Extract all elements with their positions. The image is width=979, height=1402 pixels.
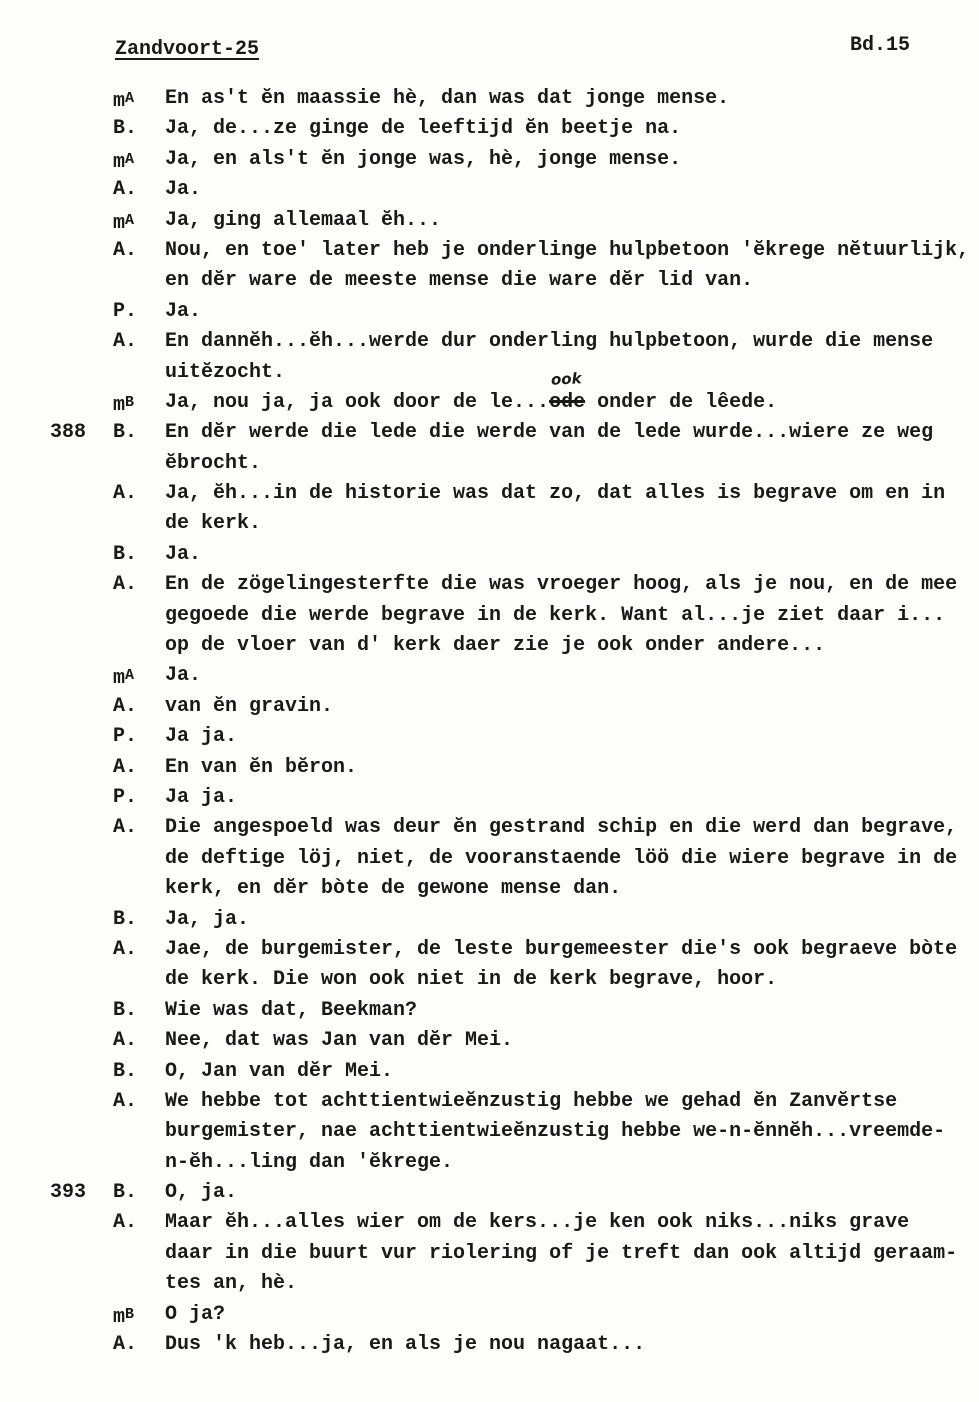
- transcript-line: [0, 753, 979, 783]
- speaker-label: [113, 1148, 165, 1178]
- speaker-label: A.: [113, 1333, 138, 1357]
- utterance-text: En dannĕh...ĕh...werde dur onderling hulpbetoon, wurde die mense: [165, 330, 934, 354]
- transcript-line: [0, 874, 979, 904]
- transcript-line: [0, 1117, 979, 1147]
- transcript-line: [0, 1148, 979, 1178]
- margin-line-number: [0, 753, 113, 783]
- margin-line-number: [0, 266, 113, 296]
- transcript-line: [0, 175, 979, 205]
- transcript-line: [0, 266, 979, 296]
- margin-line-number: [0, 1087, 113, 1117]
- utterance-text: Ja ja.: [165, 725, 238, 749]
- margin-line-number: [0, 965, 113, 995]
- transcript-line: [0, 601, 979, 631]
- transcript-line: [0, 145, 979, 175]
- speaker-label: [113, 601, 165, 631]
- speaker-label: $m^A$: [113, 667, 135, 691]
- margin-line-number: [0, 449, 113, 479]
- speaker-label: B.: [113, 421, 138, 445]
- margin-line-number: [0, 145, 113, 178]
- margin-line-number: [0, 631, 113, 661]
- transcript-line: [0, 327, 979, 357]
- margin-line-number: [0, 358, 113, 388]
- speaker-label: [113, 509, 165, 539]
- utterance-text: Ja, de...ze ginge de leeftijd ĕn beetje na.: [165, 117, 682, 141]
- margin-line-number: [0, 996, 113, 1026]
- transcript-line: [0, 358, 979, 388]
- speaker-label: A.: [113, 238, 138, 262]
- utterance-text: O ja?: [165, 1302, 226, 1326]
- speaker-label: A.: [113, 1089, 138, 1113]
- speaker-label: A.: [113, 755, 138, 779]
- margin-line-number: [0, 905, 113, 935]
- utterance-text: O, Jan van dĕr Mei.: [165, 1059, 394, 1083]
- corrected-word: [549, 369, 586, 418]
- speaker-label: P.: [113, 785, 138, 809]
- margin-line-number: [0, 1239, 113, 1269]
- margin-line-number: [0, 479, 113, 509]
- margin-line-number: [0, 783, 113, 813]
- transcript-line: [0, 1239, 979, 1269]
- utterance-text: Ja.: [165, 664, 202, 688]
- transcript-line: [0, 1178, 979, 1208]
- transcript-line: [0, 84, 979, 114]
- transcript-line: [0, 570, 979, 600]
- speaker-label: B.: [113, 542, 138, 566]
- margin-line-number: [0, 692, 113, 722]
- margin-line-number: [0, 388, 113, 421]
- transcript-line: [0, 1330, 979, 1360]
- transcript-line: [0, 540, 979, 570]
- speaker-label: B.: [113, 117, 138, 141]
- margin-line-number: [0, 114, 113, 144]
- transcript-line: [0, 1057, 979, 1087]
- speaker-label: [113, 266, 165, 296]
- margin-line-number: [0, 1208, 113, 1238]
- speaker-label: P.: [113, 299, 138, 323]
- utterance-text: Nou, en toe' later heb je onderlinge hulpbetoon 'ĕkrege nĕtuurlijk,: [165, 238, 970, 262]
- transcript-line: [0, 905, 979, 935]
- speaker-label: A.: [113, 1029, 138, 1053]
- transcript-line: [0, 631, 979, 661]
- margin-line-number: [0, 935, 113, 965]
- utterance-text: Ja.: [165, 542, 202, 566]
- speaker-label: [113, 631, 165, 661]
- transcript-line: [0, 965, 979, 995]
- speaker-label: [113, 874, 165, 904]
- transcript-line: [0, 935, 979, 965]
- utterance-text: En de zögelingesterfte die was vroeger hoog, als je nou, en de mee: [165, 573, 958, 597]
- utterance-text: Wie was dat, Beekman?: [165, 998, 418, 1022]
- margin-line-number: [0, 1148, 113, 1178]
- speaker-label: A.: [113, 937, 138, 961]
- utterance-text: Ja, en als't ĕn jonge was, hè, jonge mense.: [165, 147, 682, 171]
- margin-line-number: [0, 722, 113, 752]
- utterance-text: Ja, ĕh...in de historie was dat zo, dat alles is begrave om en in: [165, 482, 946, 506]
- utterance-text: Ja.: [165, 299, 202, 323]
- transcript-line: [0, 1269, 979, 1299]
- handwritten-insertion: ook: [550, 369, 583, 389]
- transcript-line: [0, 449, 979, 479]
- margin-line-number: [0, 175, 113, 205]
- margin-line-number: [0, 1117, 113, 1147]
- transcript-line: [0, 996, 979, 1026]
- utterance-text: daar in die buurt vur riolering of je treft dan ook altijd geraam-: [165, 1241, 958, 1265]
- utterance-text: O, ja.: [165, 1181, 238, 1205]
- transcript-line: [0, 479, 979, 509]
- transcript-line: [0, 1026, 979, 1056]
- utterance-text: Ja ja.: [165, 785, 238, 809]
- transcript-line: [0, 844, 979, 874]
- speaker-label: [113, 1269, 165, 1299]
- speaker-label: A.: [113, 178, 138, 202]
- utterance-text: n-ĕh...ling dan 'ĕkrege.: [165, 1150, 454, 1174]
- utterance-text: kerk, en dĕr bòte de gewone mense dan.: [165, 877, 622, 901]
- volume-label: Bd.15: [850, 34, 911, 57]
- utterance-text: op de vloer van d' kerk daer zie je ook onder andere...: [165, 634, 826, 658]
- transcript-line: [0, 692, 979, 722]
- transcript: [0, 84, 979, 1360]
- margin-line-number: [0, 844, 113, 874]
- speaker-label: $m^A$: [113, 90, 135, 113]
- speaker-label: B.: [113, 907, 138, 931]
- margin-line-number: [0, 1300, 113, 1333]
- speaker-label: [113, 1239, 165, 1269]
- utterance-text: En as't ĕn maassie hè, dan was dat jonge mense.: [165, 87, 730, 110]
- utterance-text: tes an, hè.: [165, 1272, 298, 1296]
- transcript-line: [0, 206, 979, 236]
- utterance-text: Jae, de burgemister, de leste burgemeester die's ook begraeve bòte: [165, 937, 958, 961]
- speaker-label: $m^A$: [113, 211, 135, 235]
- utterance-segment: Ja, nou ja, ja ook door de le...: [165, 390, 550, 414]
- speaker-label: [113, 965, 165, 995]
- speaker-label: [113, 1117, 165, 1147]
- utterance-text: Dus 'k heb...ja, en als je nou nagaat...: [165, 1333, 646, 1357]
- utterance-text: en dĕr ware de meeste mense die ware dĕr lid van.: [165, 269, 754, 293]
- margin-line-number: [0, 874, 113, 904]
- speaker-label: A.: [113, 1211, 138, 1235]
- transcript-line: [0, 236, 979, 266]
- utterance-text: uitĕzocht.: [165, 360, 286, 384]
- utterance-text: gegoede die werde begrave in de kerk. Want al...je ziet daar i...: [165, 603, 946, 627]
- speaker-label: A.: [113, 816, 138, 840]
- utterance-text: van ĕn gravin.: [165, 694, 334, 718]
- utterance-text: Ja.: [165, 178, 202, 202]
- margin-line-number: [0, 661, 113, 694]
- transcript-line: [0, 418, 979, 448]
- speaker-label: A.: [113, 482, 138, 506]
- speaker-label: A.: [113, 694, 138, 718]
- speaker-label: B.: [113, 1181, 138, 1205]
- utterance-text: Ja, ja.: [165, 907, 250, 931]
- speaker-label: A.: [113, 330, 138, 354]
- transcript-line: [0, 1300, 979, 1330]
- utterance-text: burgemister, nae achttientwieĕnzustig hebbe we-n-ĕnnĕh...vreemde-: [165, 1120, 946, 1144]
- utterance-text: ĕbrocht.: [165, 451, 262, 475]
- speaker-label: $m^B$: [113, 393, 135, 417]
- speaker-label: [113, 449, 165, 479]
- utterance-text: En van ĕn bĕron.: [165, 755, 358, 779]
- utterance-text: de deftige löj, niet, de vooranstaende löö die wiere begrave in de: [165, 846, 958, 870]
- speaker-label: [113, 844, 165, 874]
- transcript-line: [0, 813, 979, 843]
- margin-line-number: [0, 1330, 113, 1360]
- margin-line-number: [0, 297, 113, 327]
- speaker-label: B.: [113, 998, 138, 1022]
- speaker-label: $m^A$: [113, 150, 135, 174]
- speaker-label: P.: [113, 725, 138, 749]
- margin-line-number: 388: [50, 421, 87, 445]
- transcript-line: [0, 783, 979, 813]
- utterance-segment: onder de lêede.: [585, 390, 778, 414]
- transcript-line: [0, 297, 979, 327]
- margin-line-number: [0, 84, 113, 117]
- struck-out-word: ode: [549, 390, 586, 414]
- transcript-line: [0, 1087, 979, 1117]
- margin-line-number: [0, 813, 113, 843]
- utterance-text: Maar ĕh...alles wier om de kers...je ken ook niks...niks grave: [165, 1211, 910, 1235]
- margin-line-number: [0, 236, 113, 266]
- transcript-line: [0, 1208, 979, 1238]
- utterance-text: Nee, dat was Jan van dĕr Mei.: [165, 1029, 514, 1053]
- margin-line-number: [0, 540, 113, 570]
- utterance-text: We hebbe tot achttientwieĕnzustig hebbe we gehad ĕn Zanvĕrtse: [165, 1089, 898, 1113]
- utterance-text: Die angespoeld was deur ĕn gestrand schip en die werd dan begrave,: [165, 816, 958, 840]
- speaker-label: $m^B$: [113, 1305, 135, 1329]
- transcript-line: [0, 661, 979, 691]
- margin-line-number: [0, 206, 113, 239]
- utterance-text: de kerk. Die won ook niet in de kerk begrave, hoor.: [165, 968, 778, 992]
- transcript-line: [0, 722, 979, 752]
- margin-line-number: [0, 601, 113, 631]
- margin-line-number: [0, 570, 113, 600]
- transcript-line: [0, 509, 979, 539]
- speaker-label: B.: [113, 1059, 138, 1083]
- margin-line-number: [0, 327, 113, 357]
- margin-line-number: [0, 1057, 113, 1087]
- margin-line-number: [0, 1269, 113, 1299]
- utterance-text: de kerk.: [165, 512, 262, 536]
- utterance-text: Ja, ging allemaal ĕh...: [165, 208, 442, 232]
- speaker-label: [113, 358, 165, 388]
- margin-line-number: [0, 1026, 113, 1056]
- margin-line-number: [0, 509, 113, 539]
- transcript-line: [0, 114, 979, 144]
- utterance-text: En dĕr werde die lede die werde van de lede wurde...wiere ze weg: [165, 421, 934, 445]
- margin-line-number: 393: [50, 1181, 87, 1205]
- page-title: Zandvoort-25: [115, 38, 260, 61]
- speaker-label: A.: [113, 573, 138, 597]
